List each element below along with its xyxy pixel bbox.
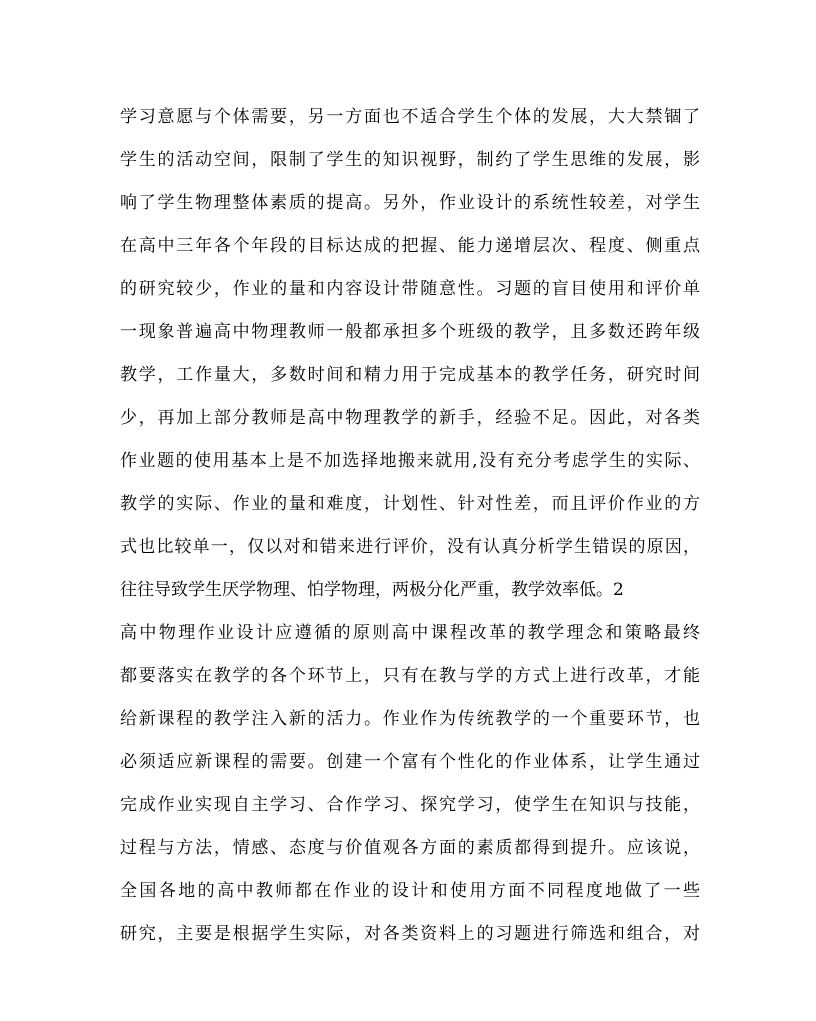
text-line: 给新课程的教学注入新的活力。作业作为传统教学的一个重要环节，也	[120, 709, 700, 729]
text-line: 教学的实际、作业的量和难度，计划性、针对性差，而且评价作业的方	[120, 494, 700, 514]
text-line: 作业题的使用基本上是不加选择地搬来就用,没有充分考虑学生的实际、	[120, 451, 700, 471]
text-line: 完成作业实现自主学习、合作学习、探究学习，使学生在知识与技能，	[120, 795, 700, 815]
text-line: 在高中三年各个年段的目标达成的把握、能力递增层次、程度、侧重点	[120, 236, 700, 256]
text-line: 一现象普遍高中物理教师一般都承担多个班级的教学，且多数还跨年级	[120, 322, 700, 342]
text-line: 式也比较单一，仅以对和错来进行评价，没有认真分析学生错误的原因，	[120, 537, 700, 557]
text-line: 学生的活动空间，限制了学生的知识视野，制约了学生思维的发展，影	[120, 150, 700, 170]
text-line: 高中物理作业设计应遵循的原则高中课程改革的教学理念和策略最终	[120, 623, 700, 643]
text-line: 教学，工作量大，多数时间和精力用于完成基本的教学任务，研究时间	[120, 365, 700, 385]
text-line: 的研究较少，作业的量和内容设计带随意性。习题的盲目使用和评价单	[120, 279, 700, 299]
text-line: 过程与方法，情感、态度与价值观各方面的素质都得到提升。应该说，	[120, 838, 700, 858]
text-line: 少，再加上部分教师是高中物理教学的新手，经验不足。因此，对各类	[120, 408, 700, 428]
text-line: 往往导致学生厌学物理、怕学物理，两极分化严重，教学效率低。2	[120, 580, 624, 600]
text-line: 研究，主要是根据学生实际，对各类资料上的习题进行筛选和组合，对	[120, 924, 700, 944]
text-line: 响了学生物理整体素质的提高。另外，作业设计的系统性较差，对学生	[120, 193, 700, 213]
text-line: 都要落实在教学的各个环节上，只有在教与学的方式上进行改革，才能	[120, 666, 700, 686]
text-line: 学习意愿与个体需要，另一方面也不适合学生个体的发展，大大禁锢了	[120, 107, 700, 127]
text-line: 必须适应新课程的需要。创建一个富有个性化的作业体系，让学生通过	[120, 752, 700, 772]
text-line: 全国各地的高中教师都在作业的设计和使用方面不同程度地做了一些	[120, 881, 700, 901]
